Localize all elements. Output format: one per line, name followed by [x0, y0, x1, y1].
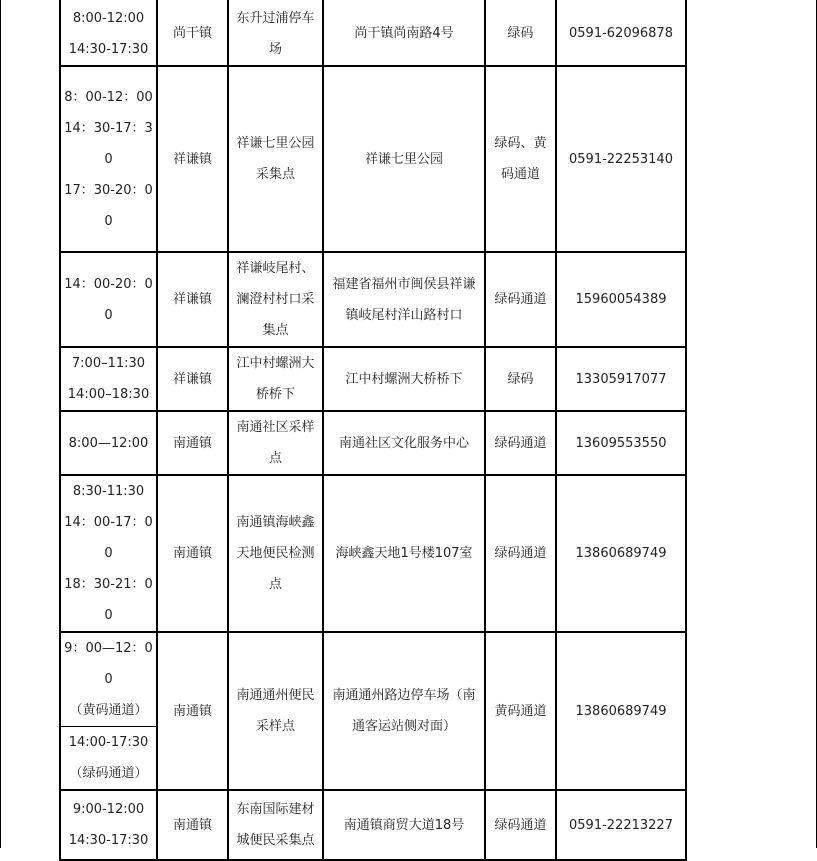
phone-cell: 0591-22213227	[556, 790, 686, 860]
site-cell: 祥谦七里公园采集点	[228, 66, 323, 252]
address-cell: 南通镇商贸大道18号	[323, 790, 485, 860]
site-cell: 东升过浦停车场	[228, 0, 323, 66]
time-cell: 8:00-12:00 14:30-17:30	[60, 0, 157, 66]
table-row	[60, 0, 686, 66]
address-cell: 祥谦七里公园	[323, 66, 485, 252]
table-row	[60, 790, 686, 860]
table-row	[60, 475, 686, 632]
code-cell: 黄码通道	[485, 632, 556, 790]
code-cell: 绿码、黄码通道	[485, 66, 556, 252]
time-cell: 8：00-12：00 14：30-17：30 17：30-20：00	[60, 66, 157, 252]
address-cell: 南通通州路边停车场（南通客运站侧对面）	[323, 632, 485, 790]
town-cell: 南通镇	[157, 475, 228, 632]
phone-cell: 15960054389	[556, 252, 686, 347]
address-cell: 江中村螺洲大桥桥下	[323, 347, 485, 411]
page-border-left	[0, 0, 1, 848]
code-cell: 绿码通道	[485, 411, 556, 475]
phone-cell: 13305917077	[556, 347, 686, 411]
time-cell: 7:00–11:30 14:00–18:30	[60, 347, 157, 411]
time-cell: 14：00-20：00	[60, 252, 157, 347]
phone-cell: 13860689749	[556, 632, 686, 790]
phone-cell: 13609553550	[556, 411, 686, 475]
site-cell: 南通镇海峡鑫天地便民检测点	[228, 475, 323, 632]
time-cell: 8:00—12:00	[60, 411, 157, 475]
time-cell	[60, 632, 157, 790]
phone-cell: 0591-62096878	[556, 0, 686, 66]
site-cell: 江中村螺洲大桥桥下	[228, 347, 323, 411]
site-cell: 南通社区采样点	[228, 411, 323, 475]
time-segment-yellow: 9：00—12：00 （黄码通道）	[61, 633, 156, 727]
town-cell: 祥谦镇	[157, 347, 228, 411]
address-cell: 海峡鑫天地1号楼107室	[323, 475, 485, 632]
phone-cell: 13860689749	[556, 475, 686, 632]
site-cell: 东南国际建材城便民采集点	[228, 790, 323, 860]
code-cell: 绿码通道	[485, 790, 556, 860]
site-cell: 祥谦岐尾村、澜澄村村口采集点	[228, 252, 323, 347]
address-cell: 福建省福州市闽侯县祥谦镇岐尾村洋山路村口	[323, 252, 485, 347]
town-cell: 南通镇	[157, 411, 228, 475]
town-cell: 尚干镇	[157, 0, 228, 66]
table-row	[60, 632, 686, 790]
code-cell: 绿码	[485, 0, 556, 66]
town-cell: 祥谦镇	[157, 252, 228, 347]
table-row	[60, 347, 686, 411]
table-row	[60, 411, 686, 475]
time-cell: 9:00-12:00 14:30-17:30	[60, 790, 157, 860]
town-cell: 南通镇	[157, 790, 228, 860]
address-cell: 南通社区文化服务中心	[323, 411, 485, 475]
code-cell: 绿码	[485, 347, 556, 411]
phone-cell: 0591-22253140	[556, 66, 686, 252]
town-cell: 南通镇	[157, 632, 228, 790]
site-cell: 南通通州便民采样点	[228, 632, 323, 790]
code-cell: 绿码通道	[485, 252, 556, 347]
town-cell: 祥谦镇	[157, 66, 228, 252]
table-row	[60, 66, 686, 252]
sampling-sites-table	[59, 0, 687, 861]
time-cell: 8:30-11:30 14：00-17：00 18：30-21：00	[60, 475, 157, 632]
code-cell: 绿码通道	[485, 475, 556, 632]
time-segment-green: 14:00-17:30 （绿码通道）	[68, 735, 149, 781]
address-cell: 尚干镇尚南路4号	[323, 0, 485, 66]
table-row	[60, 252, 686, 347]
